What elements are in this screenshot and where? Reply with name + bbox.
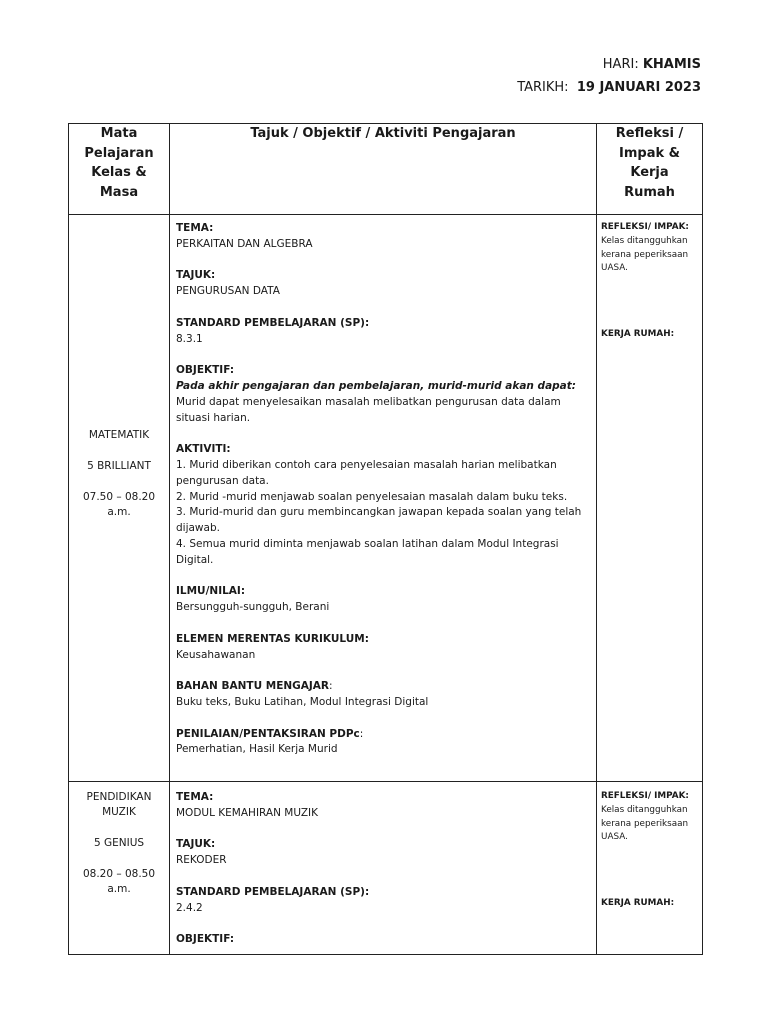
emk-label: ELEMEN MERENTAS KURIKULUM: [176,632,369,645]
tema-label: TEMA: [176,222,214,234]
emk-value: Keusahawanan [176,648,256,661]
tarikh-label: TARIKH: [517,80,569,95]
sp-label: STANDARD PEMBELAJARAN (SP): [176,885,370,898]
reflection-cell [597,215,703,782]
subject-name: MATEMATIK [88,429,150,441]
content-cell [170,782,597,955]
lesson-plan-table [68,123,703,955]
refleksi-label: REFLEKSI/ IMPAK: [601,791,689,801]
refleksi-label: REFLEKSI/ IMPAK: [601,222,689,232]
header-content [170,124,597,215]
objektif-value: Murid dapat menyelesaikan masalah melibatkan pengurusan data dalam situasi harian. [176,395,561,424]
time-slot: 08.20 – 08.50 a.m. [82,868,156,895]
bbm-value: Buku teks, Buku Latihan, Modul Integrasi Digital [176,695,429,708]
table-header-row [69,124,703,215]
tajuk-label: TAJUK: [176,269,216,282]
header-reflection-text: Refleksi / Impak & Kerja Rumah [615,126,684,200]
refleksi-value: Kelas ditangguhkan kerana peperiksaan UASA. [601,235,689,274]
hari-line [603,57,701,73]
tarikh-line [517,80,701,96]
aktiviti-item: 4. Semua murid diminta menjawab soalan latihan dalam Modul Integrasi Digital. [176,537,559,566]
subject-cell [69,782,170,955]
class-name: 5 GENIUS [93,837,145,849]
refleksi-value: Kelas ditangguhkan kerana peperiksaan UASA. [601,804,689,843]
objektif-intro: Pada akhir pengajaran dan pembelajaran, murid-murid akan dapat: [176,379,576,392]
tema-value: MODUL KEMAHIRAN MUZIK [176,806,319,819]
tema-label: TEMA: [176,791,214,803]
ilmu-label: ILMU/NILAI: [176,585,246,598]
table-row [69,215,703,782]
tajuk-value: REKODER [176,854,227,867]
aktiviti-label: AKTIVITI: [176,443,231,456]
objektif-label: OBJEKTIF: [176,933,235,946]
tarikh-value: 19 JANUARI 2023 [576,80,701,95]
aktiviti-item: 2. Murid -murid menjawab soalan penyelesaian masalah dalam buku teks. [176,490,568,503]
time-slot: 07.50 – 08.20 a.m. [82,491,156,518]
ilmu-value: Bersungguh-sungguh, Berani [176,601,330,614]
reflection-cell [597,782,703,955]
header-reflection [597,124,703,215]
hari-value: KHAMIS [642,57,701,72]
penilaian-value: Pemerhatian, Hasil Kerja Murid [176,743,338,756]
bbm-colon: : [329,680,333,693]
aktiviti-item: 3. Murid-murid dan guru membincangkan jawapan kepada soalan yang telah dijawab. [176,506,582,535]
sp-value: 2.4.2 [176,901,203,914]
header-subject-text: Mata Pelajaran Kelas & Masa [84,126,154,200]
aktiviti-item: 1. Murid diberikan contoh cara penyelesaian masalah harian melibatkan pengurusan data. [176,458,557,487]
header-subject [69,124,170,215]
tema-value: PERKAITAN DAN ALGEBRA [176,237,313,250]
bbm-label: BAHAN BANTU MENGAJAR [176,680,330,693]
content-cell [170,215,597,782]
subject-name: PENDIDIKAN MUZIK [86,791,152,818]
table-row [69,782,703,955]
header-content-text: Tajuk / Objektif / Aktiviti Pengajaran [250,126,516,141]
kerja-rumah-label: KERJA RUMAH: [601,898,675,909]
sp-label: STANDARD PEMBELAJARAN (SP): [176,316,370,329]
objektif-label: OBJEKTIF: [176,364,235,377]
penilaian-label: PENILAIAN/PENTAKSIRAN PDPc [176,727,360,740]
tajuk-label: TAJUK: [176,838,216,851]
subject-cell [69,215,170,782]
penilaian-colon: : [359,727,364,740]
sp-value: 8.3.1 [176,332,203,345]
hari-label: HARI: [602,57,639,72]
kerja-rumah-label: KERJA RUMAH: [601,329,675,340]
tajuk-value: PENGURUSAN DATA [176,285,280,298]
class-name: 5 BRILLIANT [87,460,151,472]
